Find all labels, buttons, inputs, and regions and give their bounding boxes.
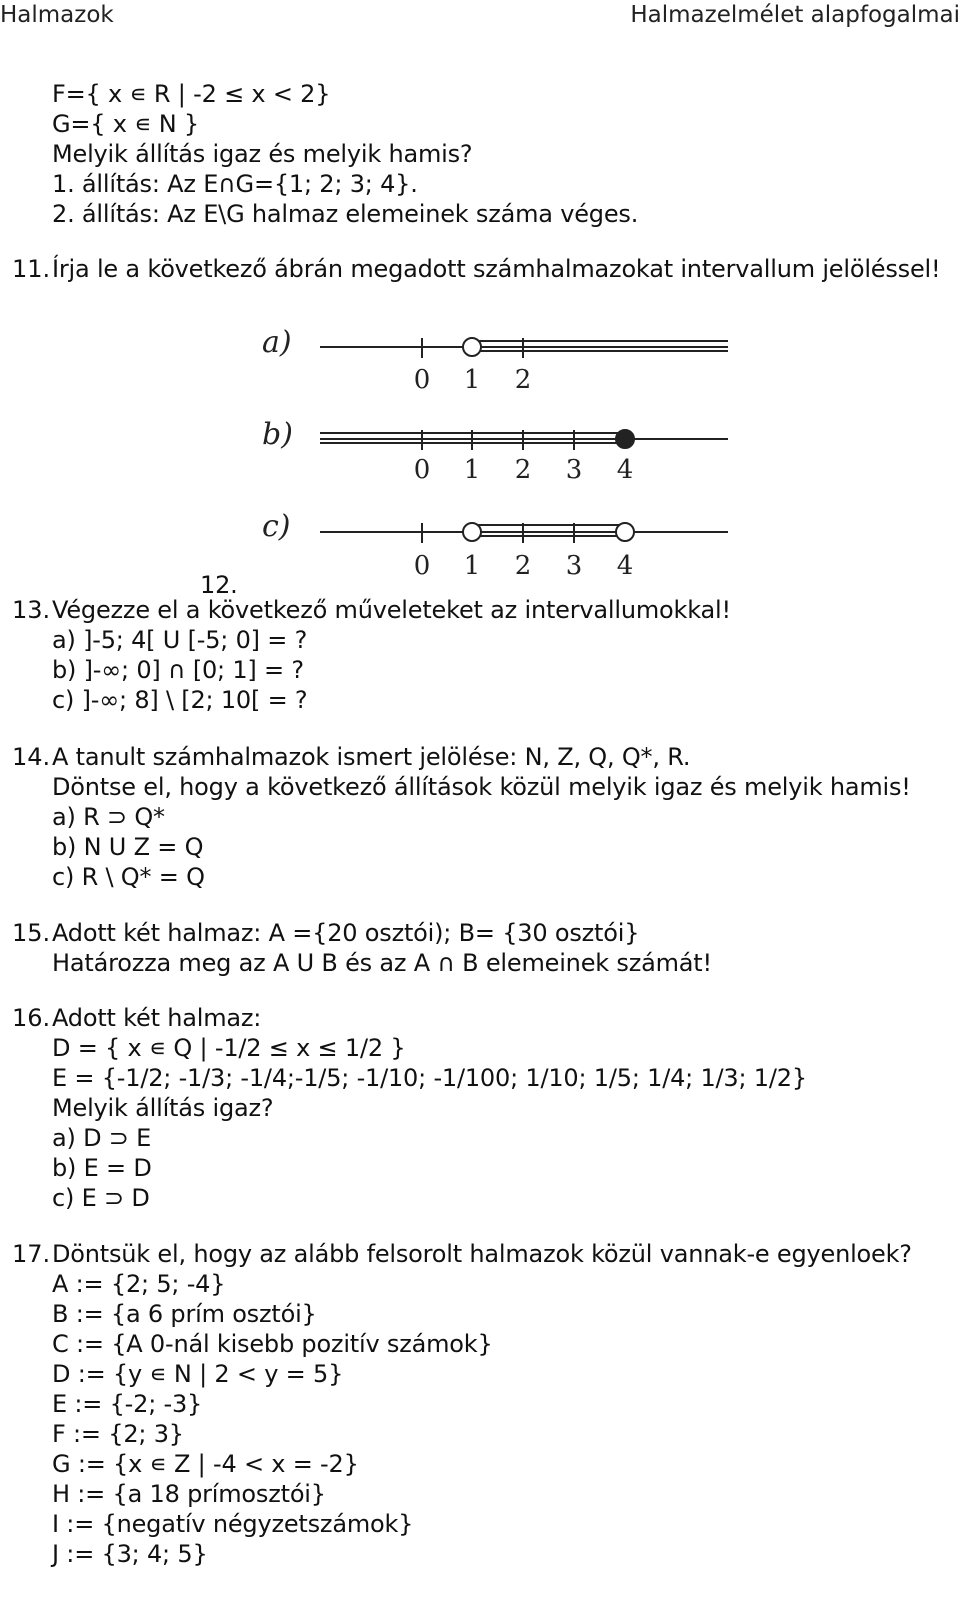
figure-c-label: c) (262, 509, 291, 544)
header-right: Halmazelmélet alapfogalmai (630, 2, 960, 28)
tick-label: 4 (616, 455, 634, 485)
set-g-definition: G={ x ∊ N } (52, 110, 199, 138)
tick-label: 0 (413, 551, 431, 581)
question-11-text: Írja le a következő ábrán megadott számhalmazokat intervallum jelöléssel! (52, 255, 941, 283)
set-f: F := {2; 3} (52, 1420, 184, 1448)
set-b: B := {a 6 prím osztói} (52, 1300, 317, 1328)
q13-item-a: a) ]-5; 4[ U [-5; 0] = ? (52, 626, 308, 654)
set-j: J := {3; 4; 5} (52, 1540, 208, 1568)
question-number-17: 17. (12, 1240, 51, 1268)
open-point-a (463, 338, 481, 356)
tick-label: 2 (514, 365, 532, 395)
figure-a-label: a) (262, 325, 292, 360)
set-e: E := {-2; -3} (52, 1390, 203, 1418)
number-line-c (262, 509, 728, 581)
set-i: I := {negatív négyzetszámok} (52, 1510, 414, 1538)
question-line: Melyik állítás igaz és melyik hamis? (52, 140, 473, 168)
question-15-text-2: Határozza meg az A U B és az A ∩ B elemeinek számát! (52, 949, 712, 977)
q16-item-a: a) D ⊃ E (52, 1124, 152, 1152)
question-number-13: 13. (12, 596, 51, 624)
set-h: H := {a 18 prímosztói} (52, 1480, 326, 1508)
closed-point-b (616, 430, 634, 448)
question-number-15: 15. (12, 919, 51, 947)
question-16-text: Adott két halmaz: (52, 1004, 262, 1032)
q13-item-c: c) ]-∞; 8] \ [2; 10[ = ? (52, 686, 308, 714)
number-line-figure (258, 318, 738, 588)
header-left: Halmazok (0, 2, 114, 28)
question-15-text: Adott két halmaz: A ={20 osztói); B= {30 osztói} (52, 919, 640, 947)
tick-label: 0 (413, 455, 431, 485)
set-a: A := {2; 5; -4} (52, 1270, 226, 1298)
statement-1: 1. állítás: Az E∩G={1; 2; 3; 4}. (52, 170, 418, 198)
q14-item-c: c) R \ Q* = Q (52, 863, 205, 891)
open-point-c-right (616, 523, 634, 541)
q14-item-b: b) N U Z = Q (52, 833, 204, 861)
set-c: C := {A 0-nál kisebb pozitív számok} (52, 1330, 493, 1358)
number-line-a (262, 325, 728, 395)
question-number-12: 12. (200, 571, 238, 599)
question-14-text: A tanult számhalmazok ismert jelölése: N, Z, Q, Q*, R. (52, 743, 691, 771)
question-13-text: Végezze el a következő műveleteket az intervallumokkal! (52, 596, 731, 624)
set-d: D := {y ∊ N | 2 < y = 5} (52, 1360, 344, 1388)
q16-item-c: c) E ⊃ D (52, 1184, 150, 1212)
q14-item-a: a) R ⊃ Q* (52, 803, 165, 831)
number-line-b (262, 417, 728, 485)
set-f-definition: F={ x ∊ R | -2 ≤ x < 2} (52, 80, 331, 108)
question-number-11: 11. (12, 255, 51, 283)
set-d-definition: D = { x ∊ Q | -1/2 ≤ x ≤ 1/2 } (52, 1034, 406, 1062)
tick-label: 0 (413, 365, 431, 395)
question-number-14: 14. (12, 743, 51, 771)
tick-label: 3 (565, 551, 583, 581)
set-e-definition: E = {-1/2; -1/3; -1/4;-1/5; -1/10; -1/100; 1/10; 1/5; 1/4; 1/3; 1/2} (52, 1064, 807, 1092)
tick-label: 2 (514, 551, 532, 581)
set-g: G := {x ∊ Z | -4 < x = -2} (52, 1450, 359, 1478)
question-17-text: Döntsük el, hogy az alább felsorolt halmazok közül vannak-e egyenloek? (52, 1240, 912, 1268)
q16-question: Melyik állítás igaz? (52, 1094, 274, 1122)
tick-label: 3 (565, 455, 583, 485)
tick-label: 1 (463, 365, 481, 395)
tick-label: 2 (514, 455, 532, 485)
question-14-text-2: Döntse el, hogy a következő állítások közül melyik igaz és melyik hamis! (52, 773, 911, 801)
statement-2: 2. állítás: Az E\G halmaz elemeinek száma véges. (52, 200, 639, 228)
open-point-c-left (463, 523, 481, 541)
q16-item-b: b) E = D (52, 1154, 152, 1182)
tick-label: 4 (616, 551, 634, 581)
question-number-16: 16. (12, 1004, 51, 1032)
figure-b-label: b) (262, 417, 293, 452)
tick-label: 1 (463, 455, 481, 485)
tick-label: 1 (463, 551, 481, 581)
q13-item-b: b) ]-∞; 0] ∩ [0; 1] = ? (52, 656, 304, 684)
